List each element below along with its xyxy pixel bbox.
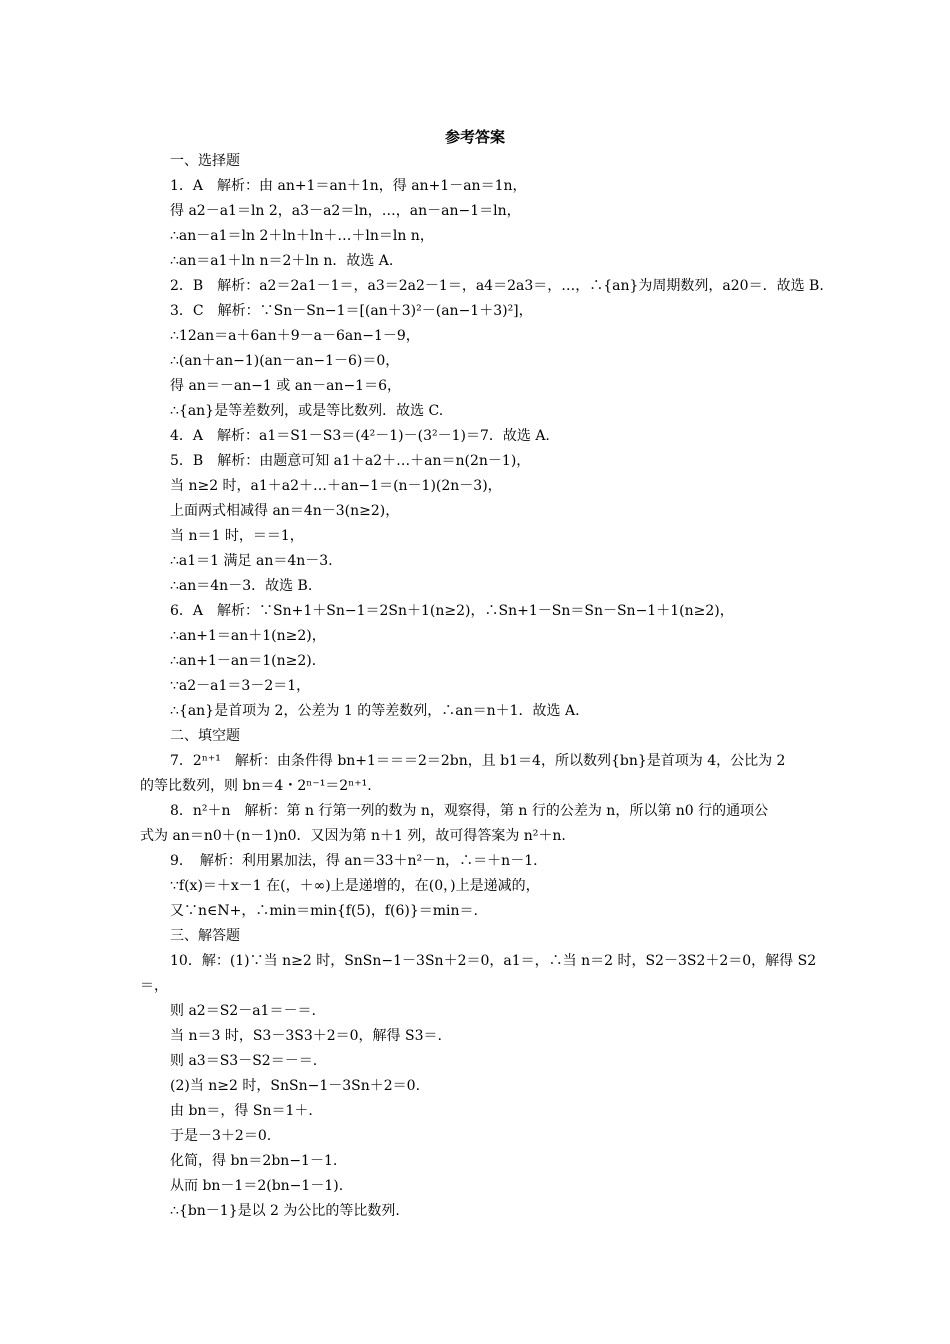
answer-line: 则 a3＝S3－S2＝－＝. — [170, 1053, 318, 1069]
answer-line: 化简，得 bn＝2bn−1－1. — [170, 1153, 338, 1169]
answer-line: 当 n≥2 时，a1＋a2＋…＋an−1＝(n－1)(2n－3)， — [170, 478, 502, 494]
answer-line: ∴a1＝1 满足 an＝4n－3. — [170, 553, 333, 569]
answer-line: 则 a2＝S2－a1＝－＝. — [170, 1003, 316, 1019]
answer-line: 得 an＝－an−1 或 an－an−1＝6， — [170, 378, 401, 394]
answer-line: 9． 解析：利用累加法，得 an＝33＋n²－n，∴＝＋n－1. — [170, 853, 538, 869]
answer-line: 1．A 解析：由 an+1＝an＋1n，得 an+1－an＝1n， — [170, 178, 527, 194]
answer-line: ∴an＝4n－3．故选 B. — [170, 578, 313, 594]
answer-line: ∴an－a1＝ln 2＋ln＋ln＋…＋ln＝ln n， — [170, 228, 434, 244]
answer-line: 又∵n∈N+，∴min＝min{f(5)，f(6)}＝min＝. — [170, 903, 478, 919]
answer-line: 5．B 解析：由题意可知 a1＋a2＋…＋an＝n(2n－1)， — [170, 453, 531, 469]
answer-line: 7．2ⁿ⁺¹ 解析：由条件得 bn+1＝＝＝2＝2bn，且 b1＝4，所以数列{bn}是首项为 4，公比为 2 — [170, 753, 786, 769]
section-heading-multiple-choice: 一、选择题 — [170, 153, 240, 169]
answer-line: ∴{an}是等差数列，或是等比数列．故选 C. — [170, 403, 444, 419]
answer-line: 8．n²＋n 解析：第 n 行第一列的数为 n，观察得，第 n 行的公差为 n，所以第 n0 行的通项公 — [170, 803, 769, 819]
answer-line: ∴an+1－an＝1(n≥2)． — [170, 653, 326, 669]
answer-line: ∵f(x)＝＋x－1 在(，＋∞)上是递增的，在(0，)上是递减的， — [170, 878, 540, 894]
answer-line: 从而 bn－1＝2(bn−1－1). — [170, 1178, 344, 1194]
answer-line: 4．A 解析：a1＝S1－S3＝(4²－1)－(3²－1)＝7．故选 A. — [170, 428, 550, 444]
section-heading-solutions: 三、解答题 — [170, 928, 240, 944]
answer-line: ∴12an＝a＋6an＋9－a－6an−1－9， — [170, 328, 420, 344]
answer-line: 式为 an＝n0＋(n－1)n0．又因为第 n＋1 列，故可得答案为 n²＋n. — [140, 828, 566, 844]
answer-line: 由 bn＝，得 Sn＝1＋. — [170, 1103, 313, 1119]
answer-line: ∵a2－a1＝3－2＝1， — [170, 678, 311, 694]
answer-line: ＝， — [140, 978, 168, 994]
answer-line: 当 n＝1 时，＝＝1， — [170, 528, 304, 544]
answer-line: 当 n＝3 时，S3－3S3＋2＝0，解得 S3＝. — [170, 1028, 442, 1044]
answer-line: 10．解：(1)∵当 n≥2 时，SnSn−1－3Sn＋2＝0，a1＝，∴当 n＝2 时，S2－3S2＋2＝0，解得 S2 — [170, 953, 817, 969]
answer-line: 6．A 解析：∵Sn+1＋Sn−1＝2Sn＋1(n≥2)，∴Sn+1－Sn＝Sn－Sn−1＋1(n≥2)， — [170, 603, 734, 619]
answer-line: (2)当 n≥2 时，SnSn−1－3Sn＋2＝0. — [170, 1078, 421, 1094]
answer-line: 2．B 解析：a2＝2a1－1＝，a3＝2a2－1＝，a4＝2a3＝，…，∴{an}为周期数列，a20＝．故选 B. — [170, 278, 824, 294]
answer-line: ∴{an}是首项为 2，公差为 1 的等差数列，∴an＝n＋1．故选 A. — [170, 703, 580, 719]
answer-line: ∴an+1＝an＋1(n≥2)， — [170, 628, 326, 644]
page-title: 参考答案 — [444, 128, 505, 146]
answer-line: 3．C 解析：∵Sn－Sn−1＝[(an＋3)²－(an−1＋3)²]， — [170, 303, 533, 319]
answer-line: ∴{bn－1}是以 2 为公比的等比数列. — [170, 1203, 400, 1219]
answer-line: ∴an＝a1＋ln n＝2＋ln n．故选 A. — [170, 253, 394, 269]
answer-line: ∴(an＋an−1)(an－an−1－6)＝0， — [170, 353, 400, 369]
answer-line: 上面两式相减得 an＝4n－3(n≥2)， — [170, 503, 400, 519]
answer-line: 于是－3＋2＝0. — [170, 1128, 272, 1144]
answer-line: 得 a2－a1＝ln 2，a3－a2＝ln，…，an－an−1＝ln， — [170, 203, 521, 219]
answer-line: 的等比数列，则 bn＝4・2ⁿ⁻¹＝2ⁿ⁺¹. — [140, 778, 372, 794]
section-heading-fill-in: 二、填空题 — [170, 728, 240, 744]
